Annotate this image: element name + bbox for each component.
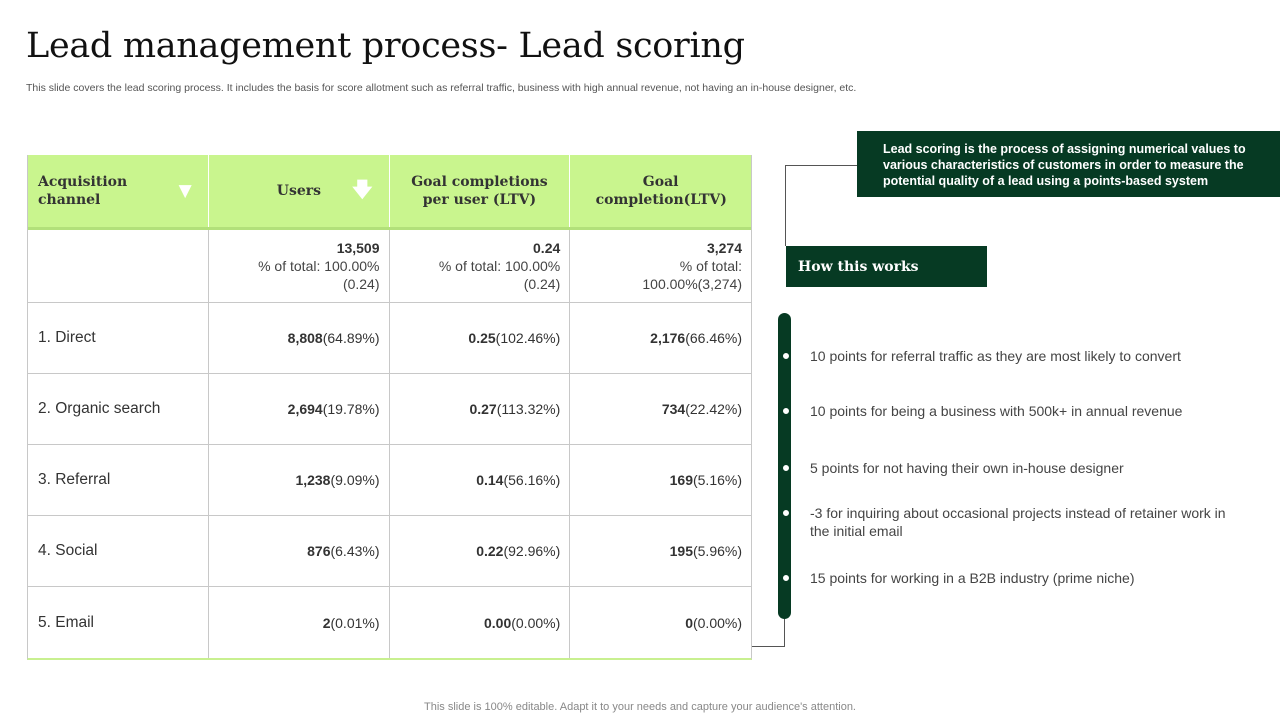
cell-value: 0.27 <box>469 401 497 417</box>
table-cell <box>570 587 751 658</box>
footer-note: This slide is 100% editable. Adapt it to your needs and capture your audience's attention. <box>424 701 856 713</box>
page-title: Lead management process- Lead scoring <box>26 26 745 66</box>
table-cell <box>570 516 751 586</box>
cell-pct: (56.16%) <box>503 472 561 488</box>
table-cell <box>28 230 209 302</box>
cell-value: 876 <box>307 543 331 559</box>
bullet-dot-icon <box>782 407 790 415</box>
cell-pct: (92.96%) <box>503 543 561 559</box>
connector-line <box>752 646 785 647</box>
cell-pct: (66.46%) <box>685 330 743 346</box>
cell-value: 0.22 <box>476 543 504 559</box>
table-cell <box>570 230 751 302</box>
row-channel: 4. Social <box>28 516 209 586</box>
cell-pct: (113.32%) <box>496 401 561 417</box>
bullet-dot-icon <box>782 574 790 582</box>
table-cell <box>570 374 751 444</box>
cell-sub: 100.00%(3,274) <box>642 276 743 292</box>
table-cell <box>570 445 751 515</box>
cell-sub: % of total: 100.00% <box>258 258 380 274</box>
connector-line <box>785 165 857 166</box>
bullet-dot-icon <box>782 352 790 360</box>
connector-line <box>784 618 785 647</box>
cell-pct: (22.42%) <box>685 401 743 417</box>
table-cell <box>390 587 571 658</box>
cell-sub: % of total: 100.00% <box>438 258 561 274</box>
table-row <box>28 587 751 658</box>
cell-value: 8,808 <box>287 330 323 346</box>
table-row <box>28 516 751 587</box>
cell-pct: (0.00%) <box>511 614 561 631</box>
bullet-dot-icon <box>782 464 790 472</box>
header-goal-per-user <box>390 155 571 227</box>
point-text: 5 points for not having their own in-house designer <box>810 460 1124 476</box>
cell-value: 0.14 <box>476 472 504 488</box>
cell-pct: (0.01%) <box>330 614 380 631</box>
table-cell <box>390 374 571 444</box>
cell-sub: % of total: <box>679 258 743 274</box>
lead-scoring-table <box>27 155 752 660</box>
page-subtitle: This slide covers the lead scoring process. It includes the basis for score allotment such as referral traffic, business with high annual revenue, not having an in-house designer, etc. <box>26 82 857 94</box>
table-row <box>28 303 751 374</box>
cell-sub: (0.24) <box>342 276 380 292</box>
row-channel: 2. Organic search <box>28 374 209 444</box>
cell-value: 734 <box>661 401 686 417</box>
cell-pct: (5.96%) <box>692 543 743 559</box>
cell-pct: (5.16%) <box>692 472 743 488</box>
table-row-totals <box>28 230 751 303</box>
row-channel: 3. Referral <box>28 445 209 515</box>
definition-box: Lead scoring is the process of assigning numerical values to various characteristics of customers in order to measure the potential quality of a lead using a points-based system <box>857 131 1280 197</box>
header-label: Goal completion(LTV) <box>595 174 727 208</box>
connector-line <box>785 165 786 246</box>
cell-value: 169 <box>669 472 693 488</box>
cell-value: 3,274 <box>706 240 743 256</box>
table-cell <box>209 303 390 373</box>
point-text: -3 for inquiring about occasional projects instead of retainer work in the initial email <box>810 505 1226 539</box>
point-text: 10 points for referral traffic as they are most likely to convert <box>810 348 1181 364</box>
cell-value: 0.00 <box>483 614 512 631</box>
table-cell <box>390 516 571 586</box>
cell-value: 13,509 <box>336 240 380 256</box>
table-row <box>28 445 751 516</box>
table-cell <box>209 445 390 515</box>
triangle-down-icon: ▼ <box>178 181 192 201</box>
table-cell <box>209 516 390 586</box>
table-cell <box>209 230 390 302</box>
cell-value: 2,176 <box>650 330 686 346</box>
table-cell <box>390 230 571 302</box>
header-label: Goal completions per user (LTV) <box>411 174 548 208</box>
cell-pct: (0.00%) <box>692 614 743 631</box>
header-label: Users <box>276 183 321 199</box>
arrow-down-icon: 🡇 <box>352 177 373 201</box>
header-label: Acquisition channel <box>38 174 128 208</box>
table-cell <box>570 303 751 373</box>
header-acquisition-channel <box>28 155 209 227</box>
header-users <box>209 155 390 227</box>
cell-sub: (0.24) <box>523 276 561 292</box>
cell-pct: (64.89%) <box>322 330 380 346</box>
cell-value: 0 <box>685 614 693 631</box>
bullet-dot-icon <box>782 509 790 517</box>
table-cell <box>390 303 571 373</box>
row-channel: 1. Direct <box>28 303 209 373</box>
row-channel: 5. Email <box>28 587 209 658</box>
cell-value: 0.25 <box>468 330 496 346</box>
cell-value: 0.24 <box>533 240 561 256</box>
point-text: 15 points for working in a B2B industry (prime niche) <box>810 570 1135 586</box>
cell-pct: (19.78%) <box>322 401 380 417</box>
cell-pct: (6.43%) <box>330 543 380 559</box>
table-header <box>28 155 751 230</box>
cell-value: 195 <box>669 543 693 559</box>
header-goal-completion <box>570 155 751 227</box>
cell-pct: (9.09%) <box>330 472 380 488</box>
table-cell <box>390 445 571 515</box>
cell-value: 2,694 <box>287 401 323 417</box>
cell-value: 1,238 <box>295 472 331 488</box>
table-cell <box>209 374 390 444</box>
table-row <box>28 374 751 445</box>
how-this-works-heading: How this works <box>786 246 987 287</box>
point-text: 10 points for being a business with 500k+ in annual revenue <box>810 403 1183 419</box>
cell-pct: (102.46%) <box>495 330 561 346</box>
table-cell <box>209 587 390 658</box>
cell-value: 2 <box>322 614 331 631</box>
